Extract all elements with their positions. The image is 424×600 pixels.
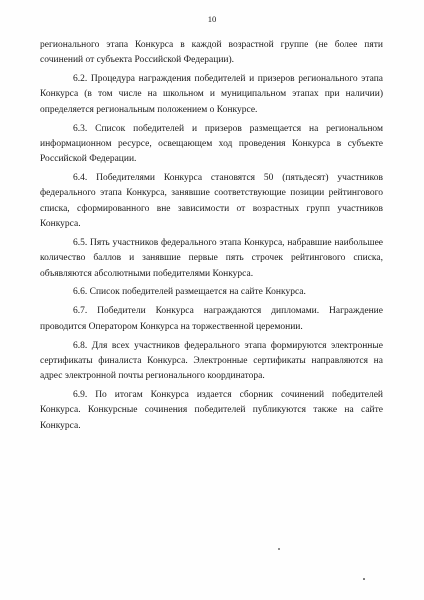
paragraph-6-6: 6.6. Список победителей размещается на сайте Конкурса. [73, 287, 306, 298]
document-body [40, 38, 383, 437]
scan-artifact-dot [278, 548, 280, 550]
paragraph-6-4: 6.4. Победителями Конкурса становятся 50 (пятьдесят) участников федерального этапа Конкурса, занявшие соответствующие позиции рейтингового списка, сформированного вне зависимости от возрастных групп участников Конкурса. [40, 173, 383, 230]
page-number: 10 [207, 14, 217, 24]
scan-artifact-dot [363, 578, 365, 580]
paragraph-6-9: 6.9. По итогам Конкурса издается сборник сочинений победителей Конкурса. Конкурсные сочинения победителей публикуются также на сайте Конкурса. [40, 389, 383, 431]
paragraph-6-5: 6.5. Пять участников федерального этапа Конкурса, набравшие наибольшее количество баллов и занявшие первые пять строчек рейтингового списка, объявляются абсолютными победителями Конкурса. [40, 237, 383, 279]
paragraph-6-8: 6.8. Для всех участников федерального этапа формируются электронные сертификаты финалиста Конкурса. Электронные сертификаты направляются на адрес электронной почты регионального координатора. [40, 340, 383, 382]
paragraph-6-7: 6.7. Победители Конкурса награждаются дипломами. Награждение проводится Оператором Конкурса на торжественной церемонии. [40, 306, 383, 332]
paragraph-continuation: регионального этапа Конкурса в каждой возрастной группе (не более пяти сочинений от субъекта Российской Федерации). [40, 40, 383, 66]
paragraph-6-2: 6.2. Процедура награждения победителей и призеров регионального этапа Конкурса (в том числе на школьном и муниципальном этапах при наличии) определяется региональным положением о Конкурсе. [40, 74, 383, 115]
paragraph-6-3: 6.3. Список победителей и призеров размещается на региональном информационном ресурсе, освещающем ход проведения Конкурса в субъекте Российской Федерации. [40, 123, 383, 165]
